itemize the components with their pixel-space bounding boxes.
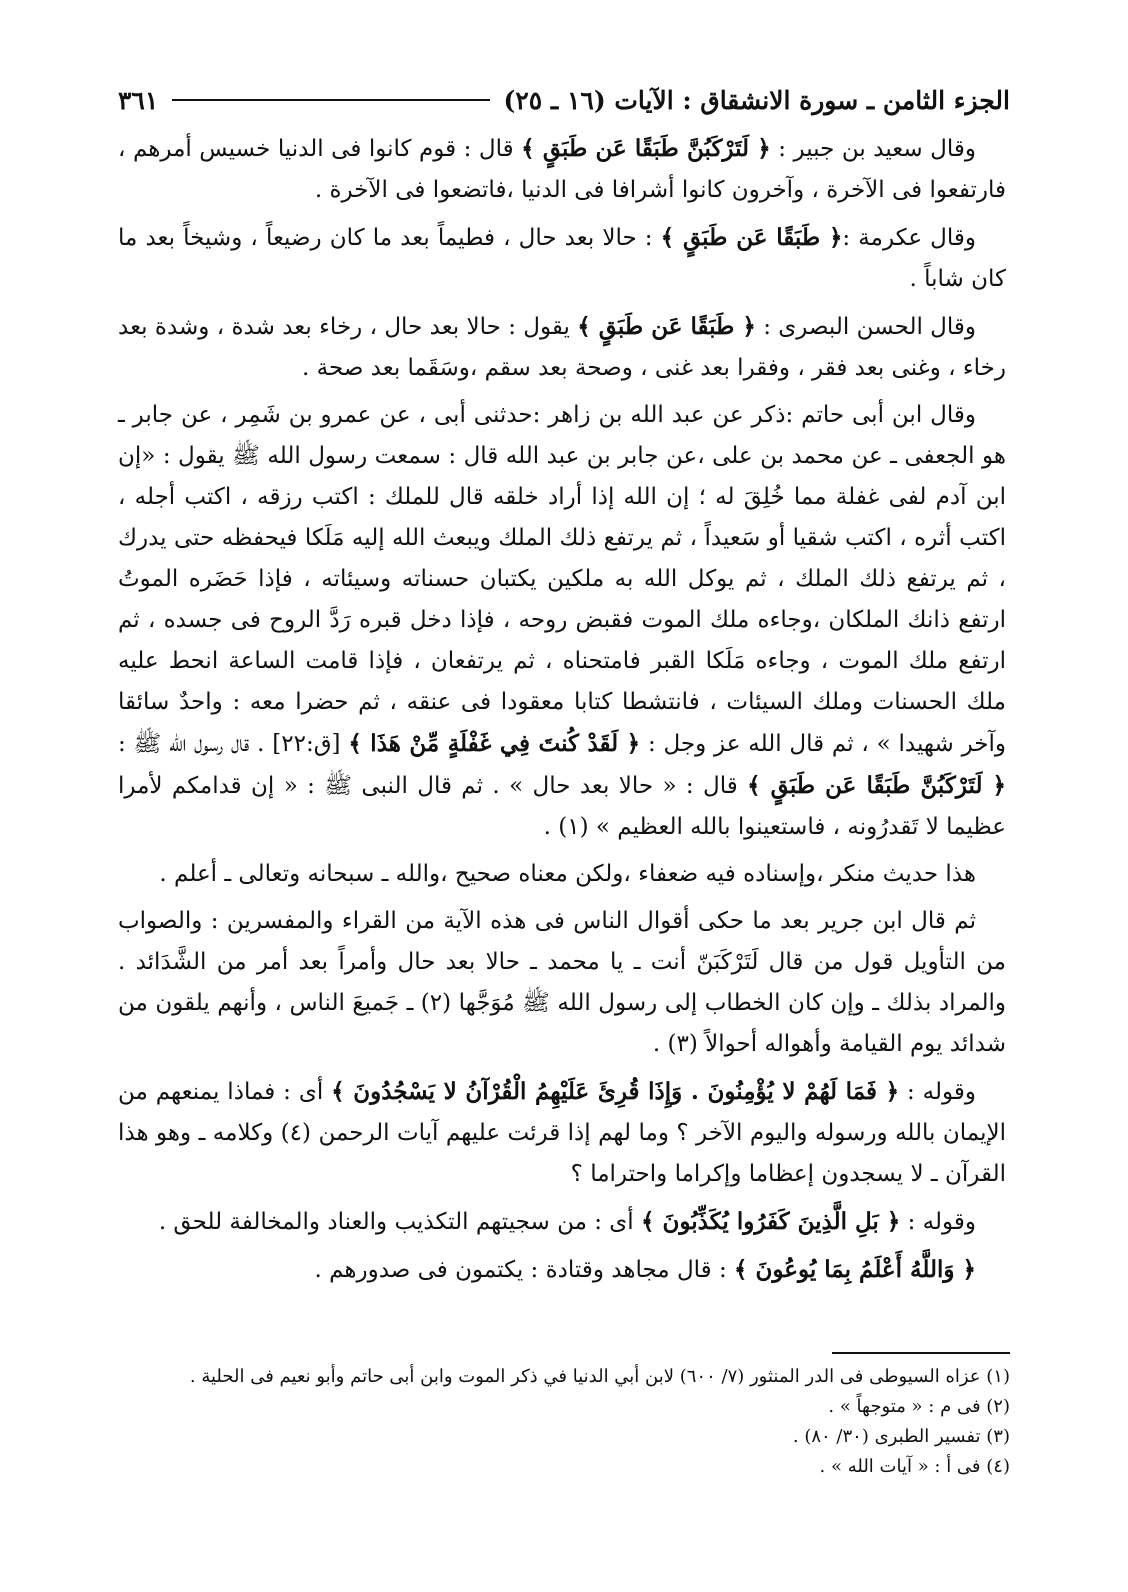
paragraph-text: وقال عكرمة : — [842, 225, 976, 251]
footnote-separator — [832, 1352, 1010, 1354]
quran-quote: ﴿ طَبَقًا عَن طَبَقٍ ﴾ — [577, 313, 756, 340]
quran-quote: ﴿ طَبَقًا عَن طَبَقٍ ﴾ — [660, 224, 843, 251]
footnote: (٣) تفسير الطبرى (٣٠/ ٨٠) . — [792, 1426, 1010, 1447]
quran-quote: ﴿ لَتَرْكَبُنَّ طَبَقًا عَن طَبَقٍ ﴾ — [521, 135, 771, 162]
paragraph-text: وقال الحسن البصرى : — [755, 314, 977, 340]
paragraph-text: ثم قال ابن جرير بعد ما حكى أقوال الناس فى هذه الآية من القراء والمفسرين : والصواب من التأويل قول من قال لَتَرْكَبَنّ أنت ـ يا محمد ـ حالا بعد حال وأمراً بعد أمر من الشَّدَائد . والمراد بذلك ـ وإن كان الخطاب إلى رسول الله ﷺ مُوَجَّها (٢) ـ جَميعَ الناس ، وأنهم يلقون من شدائد يوم القيامة وأهواله أحوالاً (٣) . — [118, 908, 1006, 1057]
paragraph-text: وقال سعيد بن جبير : — [770, 136, 976, 162]
footnote: (٢) فى م : « متوجهاً » . — [828, 1396, 1010, 1417]
quran-quote: ﴿ لَقَدْ كُنتَ فِي غَفْلَةٍ مِّنْ هَذَا ﴾ — [348, 730, 641, 757]
paragraph-text: أى : من سجيتهم التكذيب والعناد والمخالفة للحق . — [158, 1209, 641, 1235]
paragraph — [118, 128, 1006, 211]
paragraph-text: : حالا بعد حال ، فطيماً بعد ما كان رضيعاً ، وشيخاً بعد ما كان شاباً . — [118, 225, 1006, 292]
paragraph — [118, 395, 1006, 848]
running-header — [118, 80, 1010, 120]
footnote: (٤) فى أ : « آيات الله » . — [819, 1456, 1010, 1477]
paragraph — [118, 217, 1006, 300]
header-title: الجزء الثامن ـ سورة الانشقاق : الآيات (١٦ ـ ٢٥) — [503, 85, 1010, 115]
paragraph-text: [ق:٢٢] . قال رسول الله ﷺ : — [118, 731, 349, 757]
paragraph — [118, 306, 1006, 389]
paragraph-text: وقوله : — [900, 1209, 976, 1235]
header-rule — [172, 99, 489, 101]
paragraph-text: : قال مجاهد وقتادة : يكتمون فى صدورهم . — [314, 1257, 735, 1283]
quran-quote: ﴿ لَتَرْكَبُنَّ طَبَقًا عَن طَبَقٍ ﴾ — [747, 772, 1006, 799]
paragraph — [118, 901, 1006, 1065]
paragraph-text: قال : « حالا بعد حال » . ثم قال النبى ﷺ : « إن قدامكم لأمرا عظيما لا تَقدرُونه ، فاستعينوا بالله العظيم » (١) . — [118, 773, 1006, 840]
quran-quote: ﴿ بَلِ الَّذِينَ كَفَرُوا يُكَذِّبُونَ ﴾ — [640, 1208, 901, 1235]
paragraph-text: أى : فماذا يمنعهم من الإيمان بالله ورسوله واليوم الآخر ؟ وما لهم إذا قرئت عليهم آيات الرحمن (٤) وكلامه ـ وهو هذا القرآن ـ لا يسجدون إعظاما وإكراما واحتراما ؟ — [118, 1079, 1006, 1187]
footnote: (١) عزاه السيوطى فى الدر المنثور (٧/ ٦٠٠) لابن أبي الدنيا في ذكر الموت وابن أبى حاتم وأبو نعيم فى الحلية . — [189, 1366, 1010, 1387]
page-number: ٣٦١ — [118, 85, 159, 115]
paragraph — [118, 854, 1006, 895]
footnotes — [118, 1362, 1010, 1482]
paragraph-text: يقول : حالا بعد حال ، رخاء بعد شدة ، وشدة بعد رخاء ، وغنى بعد فقر ، وفقرا بعد غنى ، وصحة بعد سقم ،وسَقَما بعد صحة . — [118, 314, 1006, 381]
paragraph-text: وقوله : — [899, 1079, 976, 1105]
quran-quote: ﴿ وَاللَّهُ أَعْلَمُ بِمَا يُوعُونَ ﴾ — [734, 1256, 976, 1283]
paragraph — [118, 1249, 1006, 1291]
paragraph — [118, 1201, 1006, 1243]
paragraph-text: وقال ابن أبى حاتم :ذكر عن عبد الله بن زاهر :حدثنى أبى ، عن عمرو بن شَمِر ، عن جابر ـ هو الجعفى ـ عن محمد بن على ،عن جابر بن عبد الله قال : سمعت رسول الله ﷺ يقول : «إن ابن آدم لفى غفلة مما خُلِقَ له ؛ إن الله إذا أراد خلقه قال للملك : اكتب رزقه ، اكتب أجله ، اكتب أثره ، اكتب شقيا أو سَعيداً ، ثم يرتفع ذلك الملك ويبعث الله إليه مَلَكا فيحفظه حتى يدرك ، ثم يرتفع ذلك الملك ، ثم يوكل الله به ملكين يكتبان حسناته وسيئاته ، فإذا حَضَره الموتُ ارتفع ذانك الملكان ،وجاءه ملك الموت فقبض روحه ، فإذا دخل قبره رَدَّ الروح فى جسده ، ثم ارتفع ملك الموت ، وجاءه مَلَكا القبر فامتحناه ، ثم يرتفعان ، فإذا قامت الساعة انحط عليه ملك الحسنات وملك السيئات ، فانتشطا كتابا معقودا فى عنقه ، ثم حضرا معه : واحدٌ سائقا وآخر شهيدا » ، ثم قال الله عز وجل : — [118, 402, 1007, 757]
main-text — [118, 128, 1006, 1297]
paragraph-text: هذا حديث منكر ،وإسناده فيه ضعفاء ،ولكن معناه صحيح ،والله ـ سبحانه وتعالى ـ أعلم . — [159, 861, 976, 887]
quran-quote: ﴿ فَمَا لَهُمْ لا يُؤْمِنُونَ . وَإِذَا قُرِئَ عَلَيْهِمُ الْقُرْآنُ لا يَسْجُدُونَ ﴾ — [331, 1078, 900, 1105]
paragraph — [118, 1071, 1006, 1195]
paragraph-text: قال : قوم كانوا فى الدنيا خسيس أمرهم ، فارتفعوا فى الآخرة ، وآخرون كانوا أشرافا فى الدنيا ،فاتضعوا فى الآخرة . — [118, 136, 1006, 203]
